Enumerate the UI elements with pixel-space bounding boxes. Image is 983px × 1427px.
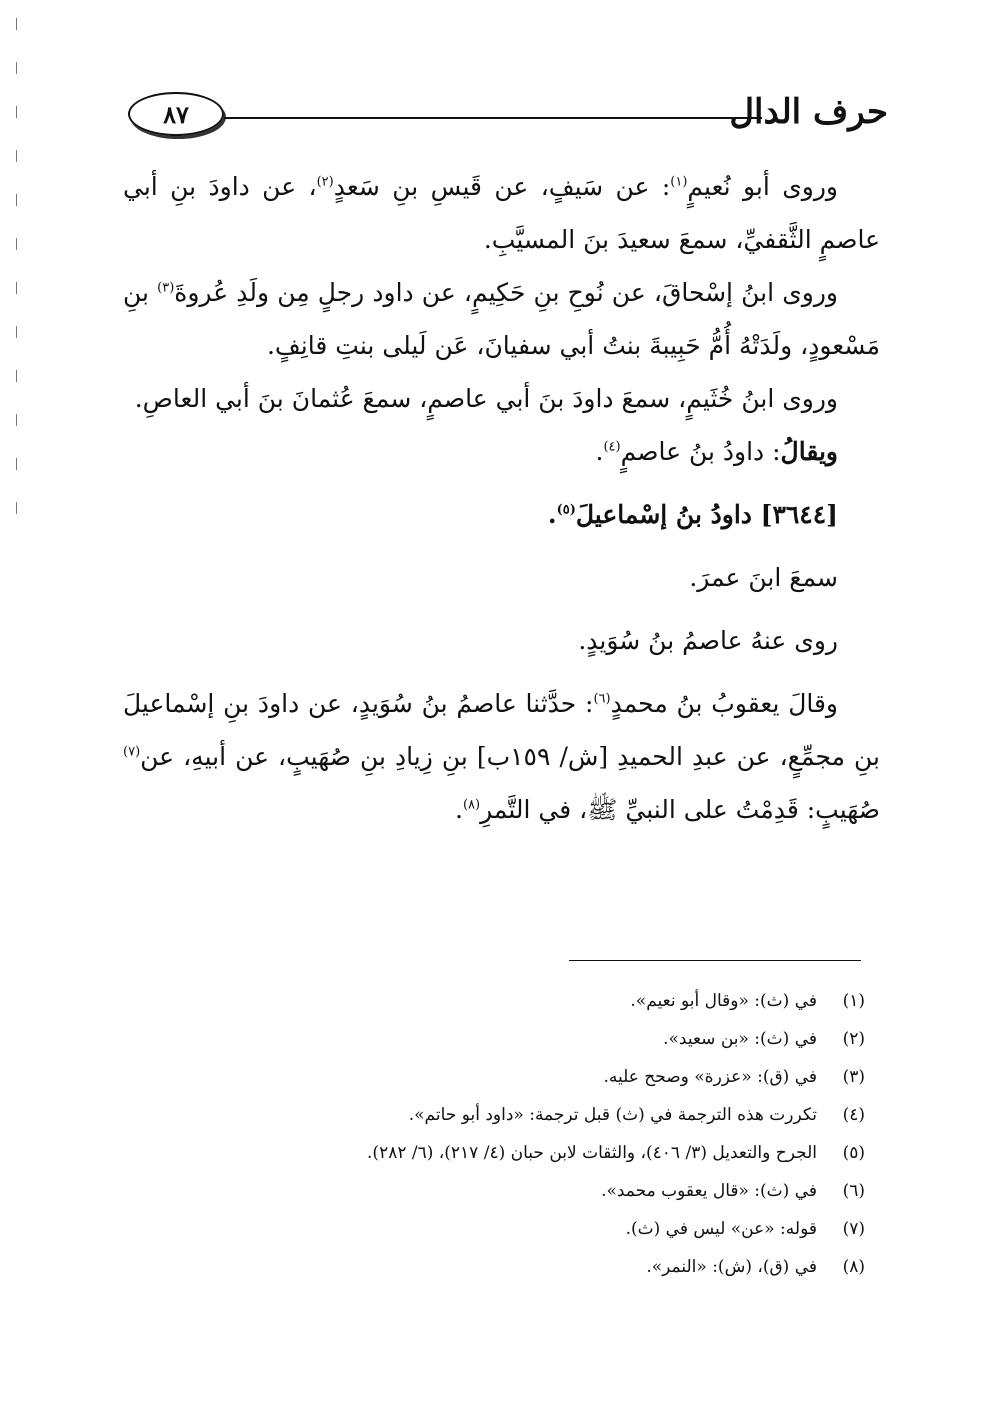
footnote-ref: (٧) bbox=[123, 744, 141, 760]
paragraph-2 bbox=[123, 266, 880, 372]
paragraph-6: سمعَ ابنَ عمرَ. bbox=[689, 563, 838, 592]
paragraph-7: روى عنهُ عاصمُ بنُ سُوَيدٍ. bbox=[578, 626, 838, 655]
text-run: وروى أبو نُعيمٍ bbox=[687, 172, 838, 201]
footnote-ref: (٨) bbox=[462, 797, 481, 813]
footnote-number: (١) bbox=[842, 991, 865, 1011]
text-run: صُهَيبٍ: قَدِمْتُ على النبيِّ ﷺ، في التَّمرِ bbox=[480, 795, 880, 824]
footnote-number: (٢) bbox=[842, 1029, 865, 1049]
footnote-number: (٤) bbox=[842, 1105, 865, 1125]
text-run: . bbox=[595, 437, 604, 466]
text-run: : داودُ بنُ عاصمٍ bbox=[620, 437, 781, 466]
text-run: ، عن داودَ بنِ أبي عاصمٍ الثَّقفيِّ، سمعَ سعيدَ بنَ المسيَّبِ. bbox=[123, 172, 880, 254]
footnote-text: في (ق): «عزرة» وصحح عليه. bbox=[603, 1067, 817, 1087]
footnote-item bbox=[190, 1210, 865, 1248]
paragraph-3: وروى ابنُ خُثَيمٍ، سمعَ داودَ بنَ أبي عاصمٍ، سمعَ عُثمانَ بنَ أبي العاصِ. bbox=[134, 384, 838, 413]
page-header bbox=[128, 92, 888, 140]
label: ويقالُ bbox=[780, 437, 838, 466]
footnote-text: في (ث): «وقال أبو نعيم». bbox=[630, 991, 817, 1011]
header-rule bbox=[224, 117, 762, 119]
text-run: وروى ابنُ إسْحاقَ، عن نُوحِ بنِ حَكِيمٍ، عن داود رجلٍ مِن ولَدِ عُروةَ bbox=[174, 278, 838, 307]
footnote-ref: (١) bbox=[670, 174, 688, 190]
text-run: بنِ مَسْعودٍ، ولَدَتْهُ أُمُّ حَبِيبةَ بنتُ أبي سفيانَ، عَن لَيلى بنتِ قانِفٍ. bbox=[123, 278, 880, 360]
footnote-text: في (ث): «قال يعقوب محمد». bbox=[601, 1181, 817, 1201]
footnote-ref: (٣) bbox=[157, 280, 175, 296]
footnote-ref: (٥) bbox=[556, 502, 576, 518]
footnote-item bbox=[190, 1248, 865, 1286]
footnote-text: قوله: «عن» ليس في (ث). bbox=[625, 1219, 817, 1239]
footnote-item bbox=[190, 1134, 865, 1172]
text-run: . bbox=[547, 500, 557, 529]
footnote-item bbox=[190, 1058, 865, 1096]
footnote-number: (٣) bbox=[842, 1067, 865, 1087]
footnote-number: (٦) bbox=[842, 1181, 865, 1201]
footnote-number: (٥) bbox=[842, 1143, 865, 1163]
main-text bbox=[123, 160, 880, 836]
paragraph-1 bbox=[123, 160, 880, 266]
footnote-item bbox=[190, 1096, 865, 1134]
entry-title: [٣٦٤٤] داودُ بنُ إسْماعيلَ bbox=[575, 500, 838, 529]
page-number: ٨٧ bbox=[163, 99, 189, 129]
footnote-ref: (٢) bbox=[316, 174, 334, 190]
section-title: حرف الدال bbox=[729, 92, 888, 132]
footnotes bbox=[190, 982, 865, 1286]
footnote-number: (٨) bbox=[842, 1257, 865, 1277]
footnote-text: تكررت هذه الترجمة في (ث) قبل ترجمة: «داود أبو حاتم». bbox=[408, 1105, 817, 1125]
text-run: . bbox=[455, 795, 463, 824]
footnote-number: (٧) bbox=[842, 1219, 865, 1239]
footnote-item bbox=[190, 982, 865, 1020]
paragraph-4 bbox=[123, 425, 880, 478]
entry-heading bbox=[123, 488, 880, 541]
text-run: : عن سَيفٍ، عن قَيسِ بنِ سَعدٍ bbox=[333, 172, 671, 201]
text-run: وقالَ يعقوبُ بنُ محمدٍ bbox=[610, 689, 839, 718]
text-run: : حدَّثنا عاصمُ بنُ سُوَيدٍ، عن داودَ بنِ إسْماعيلَ بنِ مجمِّعٍ، عن عبدِ الحميدِ [ش/ ١٥٩ب] بنِ زِيادِ بنِ صُهَيبٍ، عن أبيهِ، عن bbox=[123, 689, 880, 771]
footnote-item bbox=[190, 1020, 865, 1058]
paragraph-8 bbox=[123, 677, 880, 836]
footnote-separator bbox=[569, 960, 861, 961]
margin-marks bbox=[16, 0, 20, 560]
footnote-text: في (ق)، (ش): «النمر». bbox=[646, 1257, 817, 1277]
footnote-text: الجرح والتعديل (٣/ ٤٠٦)، والثقات لابن حبان (٤/ ٢١٧)، (٦/ ٢٨٢). bbox=[367, 1143, 817, 1163]
footnote-ref: (٤) bbox=[603, 439, 621, 455]
footnote-ref: (٦) bbox=[593, 691, 611, 707]
footnote-item bbox=[190, 1172, 865, 1210]
page-number-badge bbox=[128, 92, 224, 136]
footnote-text: في (ث): «بن سعيد». bbox=[663, 1029, 817, 1049]
